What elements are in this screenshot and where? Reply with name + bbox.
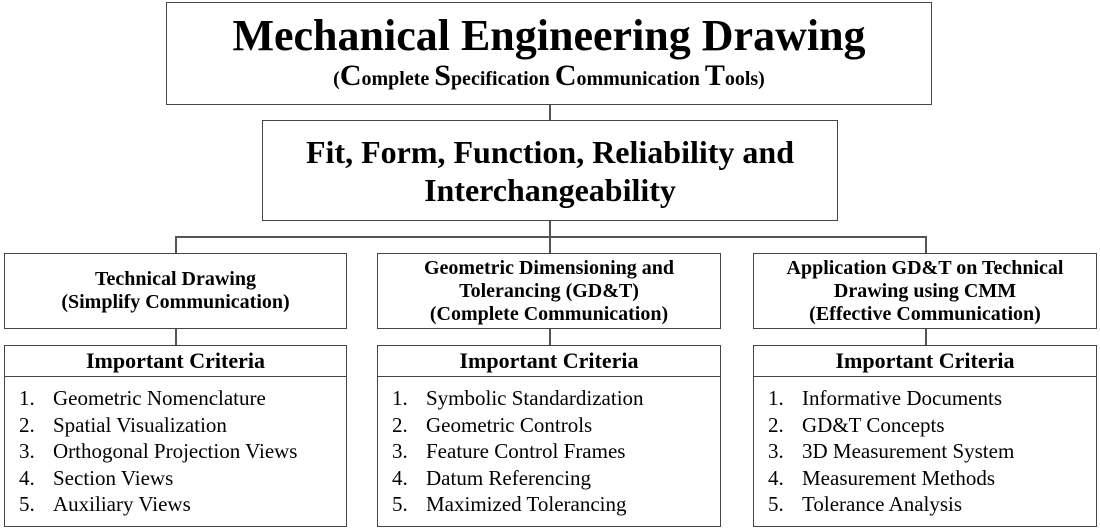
diagram-title: Mechanical Engineering Drawing [232, 11, 866, 60]
connector-goal-bus [549, 221, 551, 237]
list-item: 2. Spatial Visualization [19, 412, 227, 437]
subtitle-fragment: omplete [361, 68, 435, 90]
criteria-list [5, 377, 346, 518]
title-box [166, 2, 932, 105]
connector-bus [175, 236, 926, 238]
list-item: 1. Geometric Nomenclature [19, 386, 266, 410]
list-item: 5. Auxiliary Views [19, 492, 191, 516]
connector-bus-col1 [175, 236, 177, 253]
list-item: 3. 3D Measurement System [768, 439, 1015, 463]
category-label: Geometric Dimensioning and Tolerancing (GD&T) (Complete Communication) [424, 256, 674, 325]
connector-col3-criteria [925, 329, 927, 345]
subtitle-fragment: ools) [724, 68, 765, 90]
criteria-list [378, 377, 720, 518]
subtitle-initial: S [434, 59, 451, 92]
category-box-gdt [377, 253, 721, 329]
diagram-subtitle [167, 61, 931, 94]
goal-box [262, 120, 838, 221]
subtitle-fragment: ommunication [576, 68, 705, 90]
subtitle-initial: C [339, 59, 362, 92]
connector-bus-col2 [549, 236, 551, 253]
connector-col1-criteria [175, 329, 177, 345]
criteria-header: Important Criteria [5, 346, 346, 377]
goal-text: Fit, Form, Function, Reliability and Interchangeability [306, 133, 794, 208]
subtitle-fragment: ( [333, 68, 340, 90]
category-label: Application GD&T on Technical Drawing using CMM (Effective Communication) [786, 256, 1064, 325]
list-item: 3. Feature Control Frames [392, 439, 626, 463]
category-label: Technical Drawing (Simplify Communication) [61, 268, 290, 313]
criteria-box-gdt-cmm [753, 345, 1097, 527]
connector-col2-criteria [549, 329, 551, 345]
criteria-header: Important Criteria [378, 346, 720, 377]
connector-bus-col3 [925, 236, 927, 253]
subtitle-initial: T [704, 59, 725, 92]
criteria-list [754, 377, 1096, 518]
list-item: 4. Datum Referencing [392, 465, 592, 490]
list-item: 4. Section Views [19, 465, 174, 490]
list-item: 5. Tolerance Analysis [768, 492, 963, 516]
criteria-box-gdt [377, 345, 721, 527]
list-item: 2. GD&T Concepts [768, 412, 945, 437]
list-item: 1. Symbolic Standardization [392, 386, 644, 410]
category-box-technical-drawing [4, 253, 347, 329]
list-item: 5. Maximized Tolerancing [392, 492, 627, 516]
criteria-box-technical-drawing [4, 345, 347, 527]
connector-title-goal [549, 105, 551, 120]
list-item: 3. Orthogonal Projection Views [19, 439, 298, 463]
category-box-gdt-cmm [753, 253, 1097, 329]
list-item: 1. Informative Documents [768, 386, 1003, 410]
criteria-header: Important Criteria [754, 346, 1096, 377]
list-item: 4. Measurement Methods [768, 465, 996, 490]
list-item: 2. Geometric Controls [392, 412, 593, 437]
subtitle-fragment: pecification [450, 68, 555, 90]
subtitle-initial: C [554, 59, 577, 92]
